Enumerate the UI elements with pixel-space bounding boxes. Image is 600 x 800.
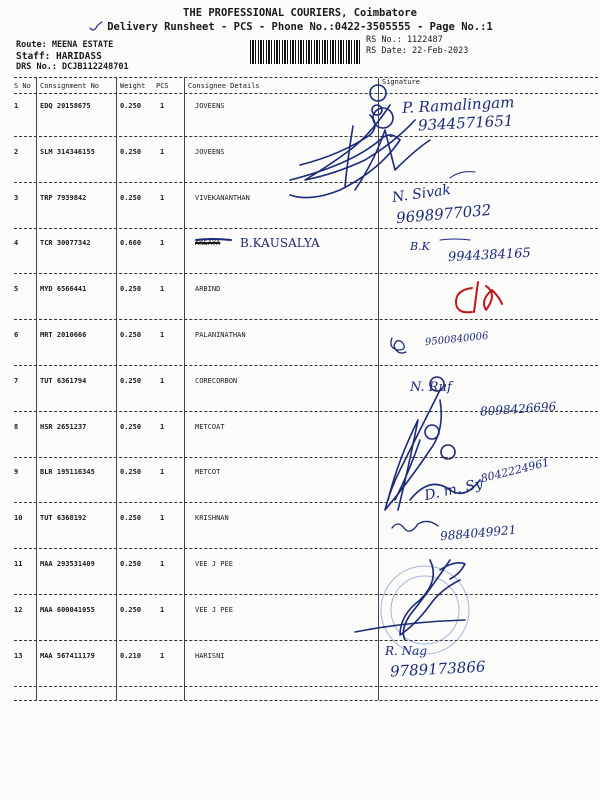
row-weight: 0.250 <box>120 606 142 614</box>
runsheet-title: Delivery Runsheet - PCS - Phone No.:0422-3505555 - Page No.:1 <box>107 21 493 33</box>
row-weight: 0.210 <box>120 652 142 660</box>
rs-date: RS Date: 22-Feb-2023 <box>366 46 469 56</box>
row-consignment: MAA 293531409 <box>40 560 95 568</box>
row-sno: 6 <box>14 331 19 339</box>
staff-label: Staff: HARIDASS <box>16 51 102 62</box>
row-pcs: 1 <box>160 423 165 431</box>
row-sno: 11 <box>14 560 23 568</box>
row-sno: 7 <box>14 377 19 385</box>
handwritten-phone: 9698977032 <box>395 200 493 228</box>
route-label: Route: MEENA ESTATE <box>16 40 114 50</box>
col-header-sno: S No <box>14 82 31 90</box>
row-sno: 13 <box>14 652 23 660</box>
row-weight: 0.250 <box>120 331 142 339</box>
row-weight: 0.250 <box>120 468 142 476</box>
row-pcs: 1 <box>160 285 165 293</box>
row-consignee: VEE J PEE <box>195 560 233 568</box>
handwritten-name: R. Nag <box>385 644 427 658</box>
row-consignee: VEE J PEE <box>195 606 233 614</box>
row-weight: 0.250 <box>120 423 142 431</box>
row-pcs: 1 <box>160 194 165 202</box>
row-pcs: 1 <box>160 239 165 247</box>
handwritten-phone: 9344571651 <box>417 111 514 135</box>
row-consignee: AKSAYA <box>195 239 221 247</box>
row-consignee: ARBIND <box>195 285 221 293</box>
row-consignee: METCOT <box>195 468 221 476</box>
row-pcs: 1 <box>160 514 165 522</box>
row-consignment: SLM 314346155 <box>40 148 95 156</box>
row-consignment: EDQ 20158675 <box>40 102 91 110</box>
row-pcs: 1 <box>160 102 165 110</box>
row-pcs: 1 <box>160 468 165 476</box>
handwritten-name: B.KAUSALYA <box>240 236 320 250</box>
row-pcs: 1 <box>160 606 165 614</box>
row-pcs: 1 <box>160 377 165 385</box>
handwritten-initials: B.K <box>410 240 430 253</box>
row-sno: 5 <box>14 285 19 293</box>
row-sno: 2 <box>14 148 19 156</box>
drs-number: DRS No.: DCJB112248701 <box>16 62 129 72</box>
row-pcs: 1 <box>160 331 165 339</box>
row-sno: 3 <box>14 194 19 202</box>
row-consignment: TUT 6361794 <box>40 377 87 385</box>
row-pcs: 1 <box>160 148 165 156</box>
row-consignment: BLR 195116345 <box>40 468 95 476</box>
row-consignee: HARISNI <box>195 652 225 660</box>
row-sno: 8 <box>14 423 19 431</box>
col-header-signature: Signature <box>382 78 420 86</box>
row-consignee: PALANINATHAN <box>195 331 246 339</box>
row-weight: 0.250 <box>120 514 142 522</box>
row-pcs: 1 <box>160 652 165 660</box>
row-consignment: MYD 6566441 <box>40 285 87 293</box>
row-pcs: 1 <box>160 560 165 568</box>
row-weight: 0.250 <box>120 285 142 293</box>
handwritten-name: N. Ruf <box>410 380 452 395</box>
handwritten-phone: 9789173866 <box>389 657 486 681</box>
handwritten-phone: 9500840006 <box>424 330 490 349</box>
handwritten-name: P. Ramalingam <box>401 93 515 117</box>
row-sno: 12 <box>14 606 23 614</box>
handwritten-name: N. Sivak <box>391 181 452 207</box>
row-consignee: JOVEENS <box>195 102 225 110</box>
row-sno: 10 <box>14 514 23 522</box>
col-header-pcs: PCS <box>156 82 169 90</box>
row-consignment: MAA 600041055 <box>40 606 95 614</box>
row-sno: 4 <box>14 239 19 247</box>
row-weight: 0.250 <box>120 560 142 568</box>
row-sno: 9 <box>14 468 19 476</box>
col-header-weight: Weight <box>120 82 146 90</box>
row-consignee: JOVEENS <box>195 148 225 156</box>
row-consignee: METCOAT <box>195 423 225 431</box>
row-consignment: TRP 7939842 <box>40 194 87 202</box>
col-header-consignment: Consignment No <box>40 82 100 90</box>
row-consignee: KRISHNAN <box>195 514 229 522</box>
row-consignment: TUT 6368192 <box>40 514 87 522</box>
company-title: THE PROFESSIONAL COURIERS, Coimbatore <box>183 7 417 19</box>
row-sno: 1 <box>14 102 19 110</box>
handwritten-phone: 9884049921 <box>439 522 517 544</box>
handwritten-phone: 8042224961 <box>479 455 551 486</box>
handwritten-name: D. m. Sy <box>422 476 485 504</box>
row-consignee: CORECORBON <box>195 377 238 385</box>
row-weight: 0.250 <box>120 194 142 202</box>
row-weight: 0.660 <box>120 239 142 247</box>
row-consignment: MAA 567411179 <box>40 652 95 660</box>
row-weight: 0.250 <box>120 102 142 110</box>
row-consignment: HSR 2651237 <box>40 423 87 431</box>
row-consignment: TCR 30077342 <box>40 239 91 247</box>
rs-number: RS No.: 1122487 <box>366 35 443 45</box>
row-consignee: VIVEKANANTHAN <box>195 194 250 202</box>
row-weight: 0.250 <box>120 148 142 156</box>
row-consignment: MRT 2010666 <box>40 331 87 339</box>
col-header-consignee: Consignee Details <box>188 82 260 90</box>
handwritten-phone: 9944384165 <box>447 245 532 266</box>
row-weight: 0.250 <box>120 377 142 385</box>
handwritten-phone: 8098426696 <box>479 399 557 419</box>
